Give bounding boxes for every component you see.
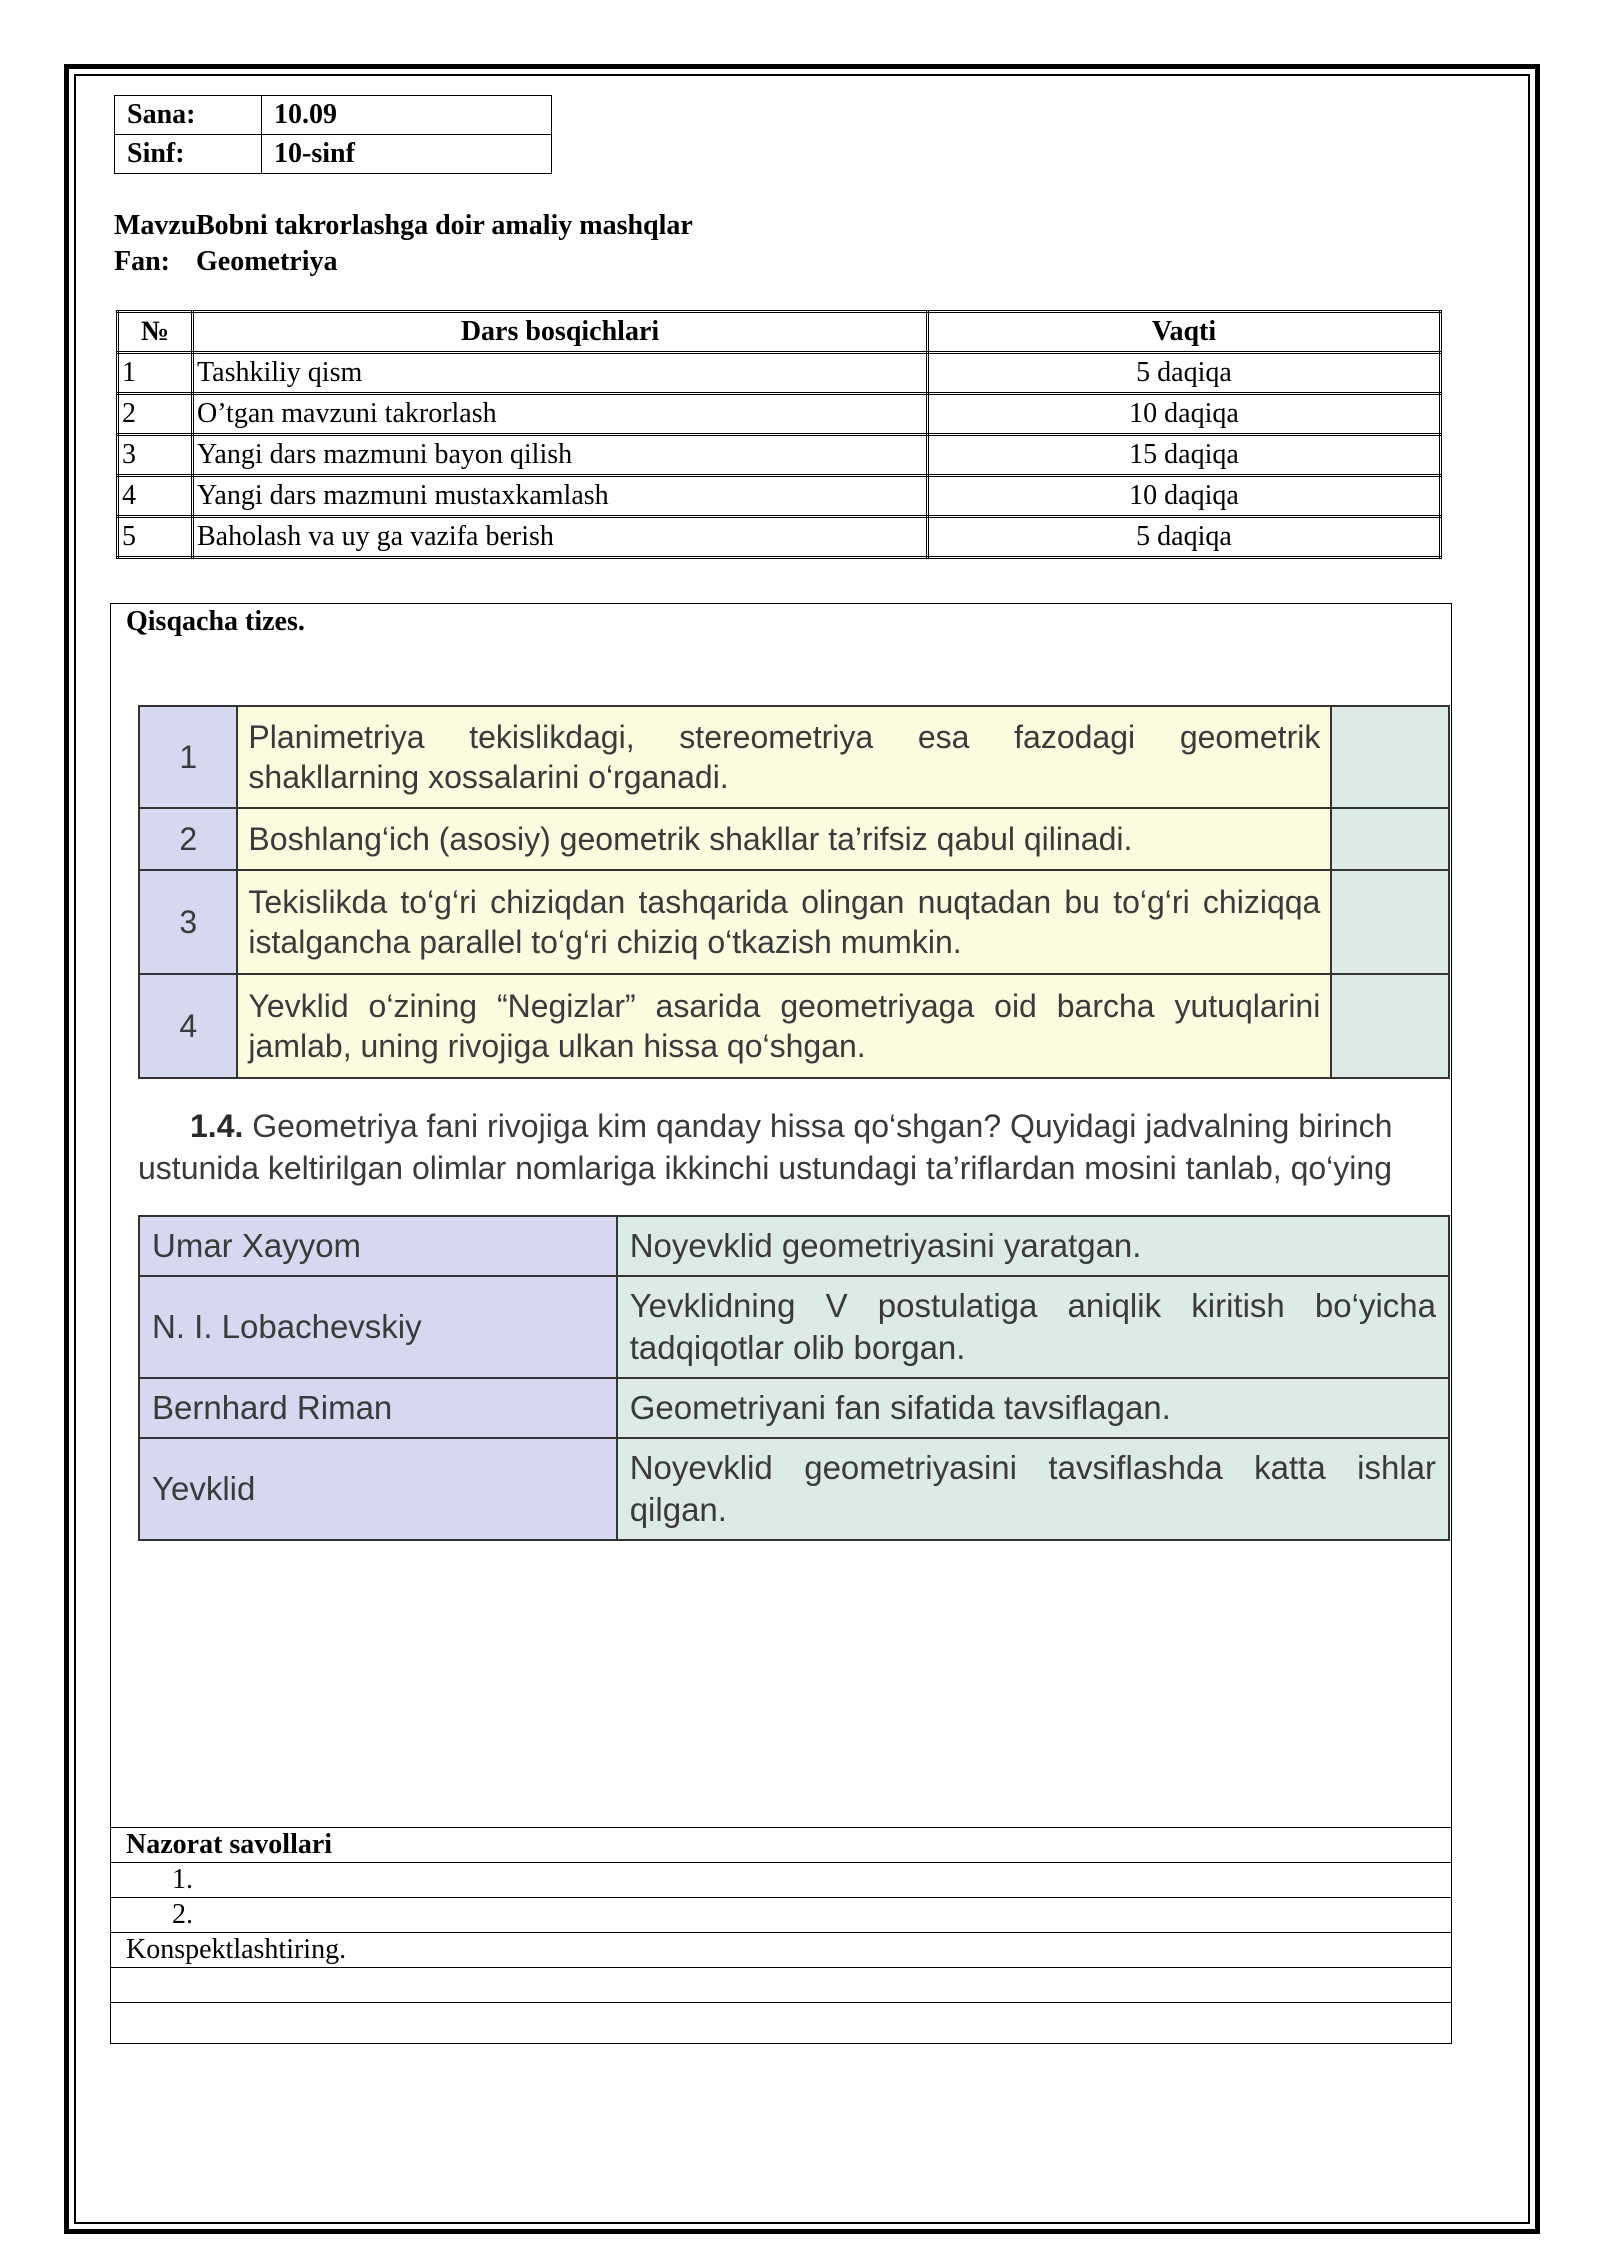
stage-time: 10 daqiqa — [928, 476, 1441, 517]
stages-header-row — [118, 312, 1441, 353]
exercise-text — [138, 1105, 1450, 1189]
statement-number: 2 — [139, 808, 237, 870]
stage-time: 15 daqiqa — [928, 435, 1441, 476]
subject-label: Fan: — [114, 246, 170, 277]
stage-number: 4 — [118, 476, 193, 517]
class-label: Sinf: — [115, 135, 262, 174]
contribution-text: Geometriyani fan sifatida tavsiflagan. — [617, 1378, 1449, 1438]
scientist-name: Umar Xayyom — [139, 1216, 617, 1276]
topic-block — [114, 208, 693, 280]
matching-row — [139, 1276, 1449, 1378]
summary-title: Qisqacha tizes. — [126, 606, 305, 637]
exercise-number: 1.4. — [190, 1108, 244, 1144]
stage-row — [118, 353, 1441, 394]
homework-note: Konspektlashtiring. — [110, 1932, 1452, 1967]
statement-row — [139, 974, 1449, 1078]
statement-row — [139, 808, 1449, 870]
contribution-text: Noyevklid geometriyasini tavsiflashda katta ishlar qilgan. — [617, 1438, 1449, 1540]
scientist-name: N. I. Lobachevskiy — [139, 1276, 617, 1378]
stage-name: O’tgan mavzuni takrorlash — [193, 394, 928, 435]
stage-name: Yangi dars mazmuni bayon qilish — [193, 435, 928, 476]
date-value: 10.09 — [262, 96, 552, 135]
statement-answer-cell — [1331, 808, 1449, 870]
statement-answer-cell — [1331, 706, 1449, 808]
contribution-text: Noyevklid geometriyasini yaratgan. — [617, 1216, 1449, 1276]
header-stage: Dars bosqichlari — [193, 312, 928, 353]
stage-number: 1 — [118, 353, 193, 394]
lesson-meta-table — [114, 95, 552, 174]
topic-line — [114, 208, 693, 244]
matching-row — [139, 1438, 1449, 1540]
statement-answer-cell — [1331, 974, 1449, 1078]
blank-line — [110, 2002, 1452, 2037]
subject-line — [114, 244, 693, 280]
stage-number: 3 — [118, 435, 193, 476]
matching-row — [139, 1378, 1449, 1438]
subject-value: Geometriya — [196, 246, 338, 277]
scientist-name: Bernhard Riman — [139, 1378, 617, 1438]
contribution-text: Yevklidning V postulatiga aniqlik kiritish bo‘yicha tadqiqotlar olib borgan. — [617, 1276, 1449, 1378]
header-time: Vaqti — [928, 312, 1441, 353]
stage-row — [118, 476, 1441, 517]
stage-row — [118, 517, 1441, 558]
statement-number: 3 — [139, 870, 237, 974]
date-label: Sana: — [115, 96, 262, 135]
class-row — [115, 135, 552, 174]
matching-table — [138, 1215, 1450, 1541]
statement-text: Tekislikda to‘g‘ri chiziqdan tashqarida olingan nuqtadan bu to‘g‘ri chiziqqa istalgancha parallel to‘g‘ri chiziq o‘tkazish mumkin. — [237, 870, 1331, 974]
statement-text: Planimetriya tekislikdagi, stereometriya esa fazodagi geometrik shakllarning xossalarini o‘rganadi. — [237, 706, 1331, 808]
header-number: № — [118, 312, 193, 353]
matching-row — [139, 1216, 1449, 1276]
stage-number: 5 — [118, 517, 193, 558]
stage-time: 10 daqiqa — [928, 394, 1441, 435]
stage-name: Tashkiliy qism — [193, 353, 928, 394]
control-questions — [110, 1827, 1452, 2037]
class-value: 10-sinf — [262, 135, 552, 174]
stage-name: Baholash va uy ga vazifa berish — [193, 517, 928, 558]
stage-name: Yangi dars mazmuni mustaxkamlash — [193, 476, 928, 517]
lesson-stages-table — [116, 310, 1442, 559]
stage-time: 5 daqiqa — [928, 353, 1441, 394]
stage-time: 5 daqiqa — [928, 517, 1441, 558]
exercise-line-1-text: Geometriya fani rivojiga kim qanday hissa qo‘shgan? Quyidagi jadvalning birinch — [252, 1108, 1393, 1144]
statement-row — [139, 870, 1449, 974]
stage-row — [118, 435, 1441, 476]
exercise-line-2: ustunida keltirilgan olimlar nomlariga ikkinchi ustundagi ta’riflardan mosini tanlab, qo‘ying — [138, 1150, 1392, 1186]
statement-number: 4 — [139, 974, 237, 1078]
control-question-item: 1. — [110, 1862, 1452, 1897]
statement-text: Yevklid o‘zining “Negizlar” asarida geometriyaga oid barcha yutuqlarini jamlab, uning rivojiga ulkan hissa qo‘shgan. — [237, 974, 1331, 1078]
statements-table — [138, 705, 1450, 1079]
topic-label: Mavzu: — [114, 210, 206, 241]
statement-row — [139, 706, 1449, 808]
blank-line — [110, 1967, 1452, 2002]
topic-value: Bobni takrorlashga doir amaliy mashqlar — [196, 210, 693, 241]
statement-answer-cell — [1331, 870, 1449, 974]
date-row — [115, 96, 552, 135]
exercise-line-1 — [138, 1105, 1450, 1147]
statement-number: 1 — [139, 706, 237, 808]
control-questions-title: Nazorat savollari — [110, 1827, 1452, 1862]
control-question-item: 2. — [110, 1897, 1452, 1932]
scientist-name: Yevklid — [139, 1438, 617, 1540]
statement-text: Boshlang‘ich (asosiy) geometrik shakllar ta’rifsiz qabul qilinadi. — [237, 808, 1331, 870]
stage-row — [118, 394, 1441, 435]
stage-number: 2 — [118, 394, 193, 435]
